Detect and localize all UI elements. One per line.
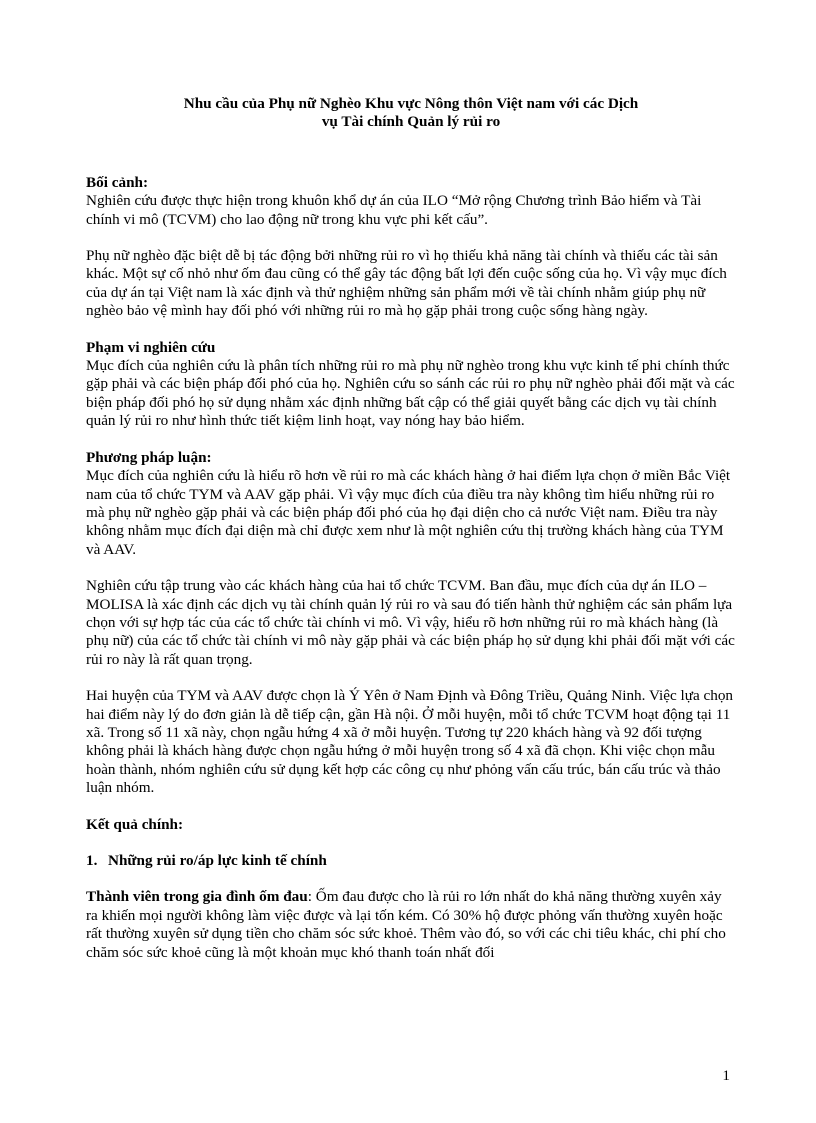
title-line-1: Nhu cầu của Phụ nữ Nghèo Khu vực Nông thôn Việt nam với các Dịch <box>183 95 639 112</box>
scope-section <box>86 339 736 431</box>
methodology-paragraph-1: Mục đích của nghiên cứu là hiểu rõ hơn về rủi ro mà các khách hàng ở hai điểm lựa chọn ở miền Bắc Việt nam của tổ chức TYM và AAV gặp phải. Vì vậy mục đích của điều tra này không tìm hiểu những rủi ro mà phụ nữ nghèo gặp phải và các biện pháp đối phó của họ đại diện cho cả nước Việt nam. Điều tra này không nhằm mục đích đại diện mà chỉ được xem như là một nghiên cứu thị trường khách hàng của TYM và AAV. <box>86 467 731 558</box>
background-paragraph-2: Phụ nữ nghèo đặc biệt dễ bị tác động bởi những rủi ro vì họ thiếu khả năng tài chính và thiếu các tài sản khác. Một sự cố nhỏ như ốm đau cũng có thể gây tác động bất lợi đến cuộc sống của họ. Vì vậy mục đích của dự án tại Việt nam là xác định và thử nghiệm những sản phẩm mới về tài chính nhằm giúp phụ nữ nghèo bảo vệ mình hay đối phó với những rủi ro mà họ gặp phải trong cuộc sống hàng ngày. <box>86 247 727 320</box>
document-page <box>86 95 736 980</box>
page-number: 1 <box>722 1067 730 1084</box>
results-item-1-title: Những rủi ro/áp lực kinh tế chính <box>108 852 327 869</box>
illness-lead: Thành viên trong gia đình ốm đau <box>86 888 308 906</box>
results-item-1-number: 1. <box>86 852 98 869</box>
illness-text: : Ốm đau được cho là rủi ro lớn nhất do khả năng thường xuyên xảy ra khiến mọi người không làm việc được và lại tốn kém. Có 30% hộ được phỏng vấn thường xuyên hoặc rất thường xuyên sử dụng tiền cho chăm sóc sức khoẻ. Thêm vào đó, so với các chi tiêu khác, chi phí cho chăm sóc sức khoẻ cũng là một khoản mục khó thanh toán nhất đối <box>86 888 726 961</box>
title-line-2: vụ Tài chính Quản lý rủi ro <box>321 113 501 131</box>
scope-paragraph-1: Mục đích của nghiên cứu là phân tích những rủi ro mà phụ nữ nghèo trong khu vực kinh tế phi chính thức gặp phải và các biện pháp đối phó của họ. Nghiên cứu so sánh các rủi ro phụ nữ nghèo phải đối mặt và các biện pháp đối phó họ sử dụng nhằm xác định những bất cập có thể giải quyết bằng các dịch vụ tài chính quản lý rủi ro như hình thức tiết kiệm linh hoạt, vay nóng hay bảo hiểm. <box>86 357 735 430</box>
document-title <box>86 95 736 132</box>
results-item-1 <box>86 852 736 870</box>
methodology-paragraph-2: Nghiên cứu tập trung vào các khách hàng của hai tổ chức TCVM. Ban đầu, mục đích của dự án ILO – MOLISA là xác định các dịch vụ tài chính quản lý rủi ro và sau đó tiến hành thử nghiệm các sản phẩm lựa chọn với sự hợp tác của các tổ chức tài chính vi mô. Vì vậy, hiểu rõ hơn những rủi ro mà khách hàng (là phụ nữ) của các tổ chức tài chính vi mô này gặp phải và các biện pháp họ sử dụng khi phải đối mặt với các rủi ro này là rất quan trọng. <box>86 577 735 668</box>
illness-paragraph <box>86 888 736 962</box>
methodology-section <box>86 449 736 559</box>
scope-heading: Phạm vi nghiên cứu <box>86 338 216 356</box>
background-heading: Bối cảnh: <box>86 173 149 191</box>
results-heading: Kết quả chính: <box>86 815 184 833</box>
methodology-heading: Phương pháp luận: <box>86 448 212 466</box>
methodology-paragraph-3: Hai huyện của TYM và AAV được chọn là Ý Yên ở Nam Định và Đông Triều, Quảng Ninh. Việc lựa chọn hai điểm này lý do đơn giản là dễ tiếp cận, gần Hà nội. Ở mỗi huyện, mỗi tổ chức TCVM hoạt động tại 11 xã. Trong số 11 xã này, chọn ngẫu hứng 4 xã ở mỗi huyện. Tương tự 220 khách hàng và 92 đối tượng không phải là khách hàng được chọn ngẫu hứng ở mỗi huyện trong số 4 xã đã chọn. Khi việc chọn mẫu hoàn thành, nhóm nghiên cứu sử dụng kết hợp các công cụ như phỏng vấn cấu trúc, bán cấu trúc và thảo luận nhóm. <box>86 687 734 797</box>
background-section <box>86 174 736 229</box>
background-paragraph-1: Nghiên cứu được thực hiện trong khuôn khổ dự án của ILO “Mở rộng Chương trình Bảo hiểm và Tài chính vi mô (TCVM) cho lao động nữ trong khu vực phi kết cấu”. <box>86 192 702 228</box>
